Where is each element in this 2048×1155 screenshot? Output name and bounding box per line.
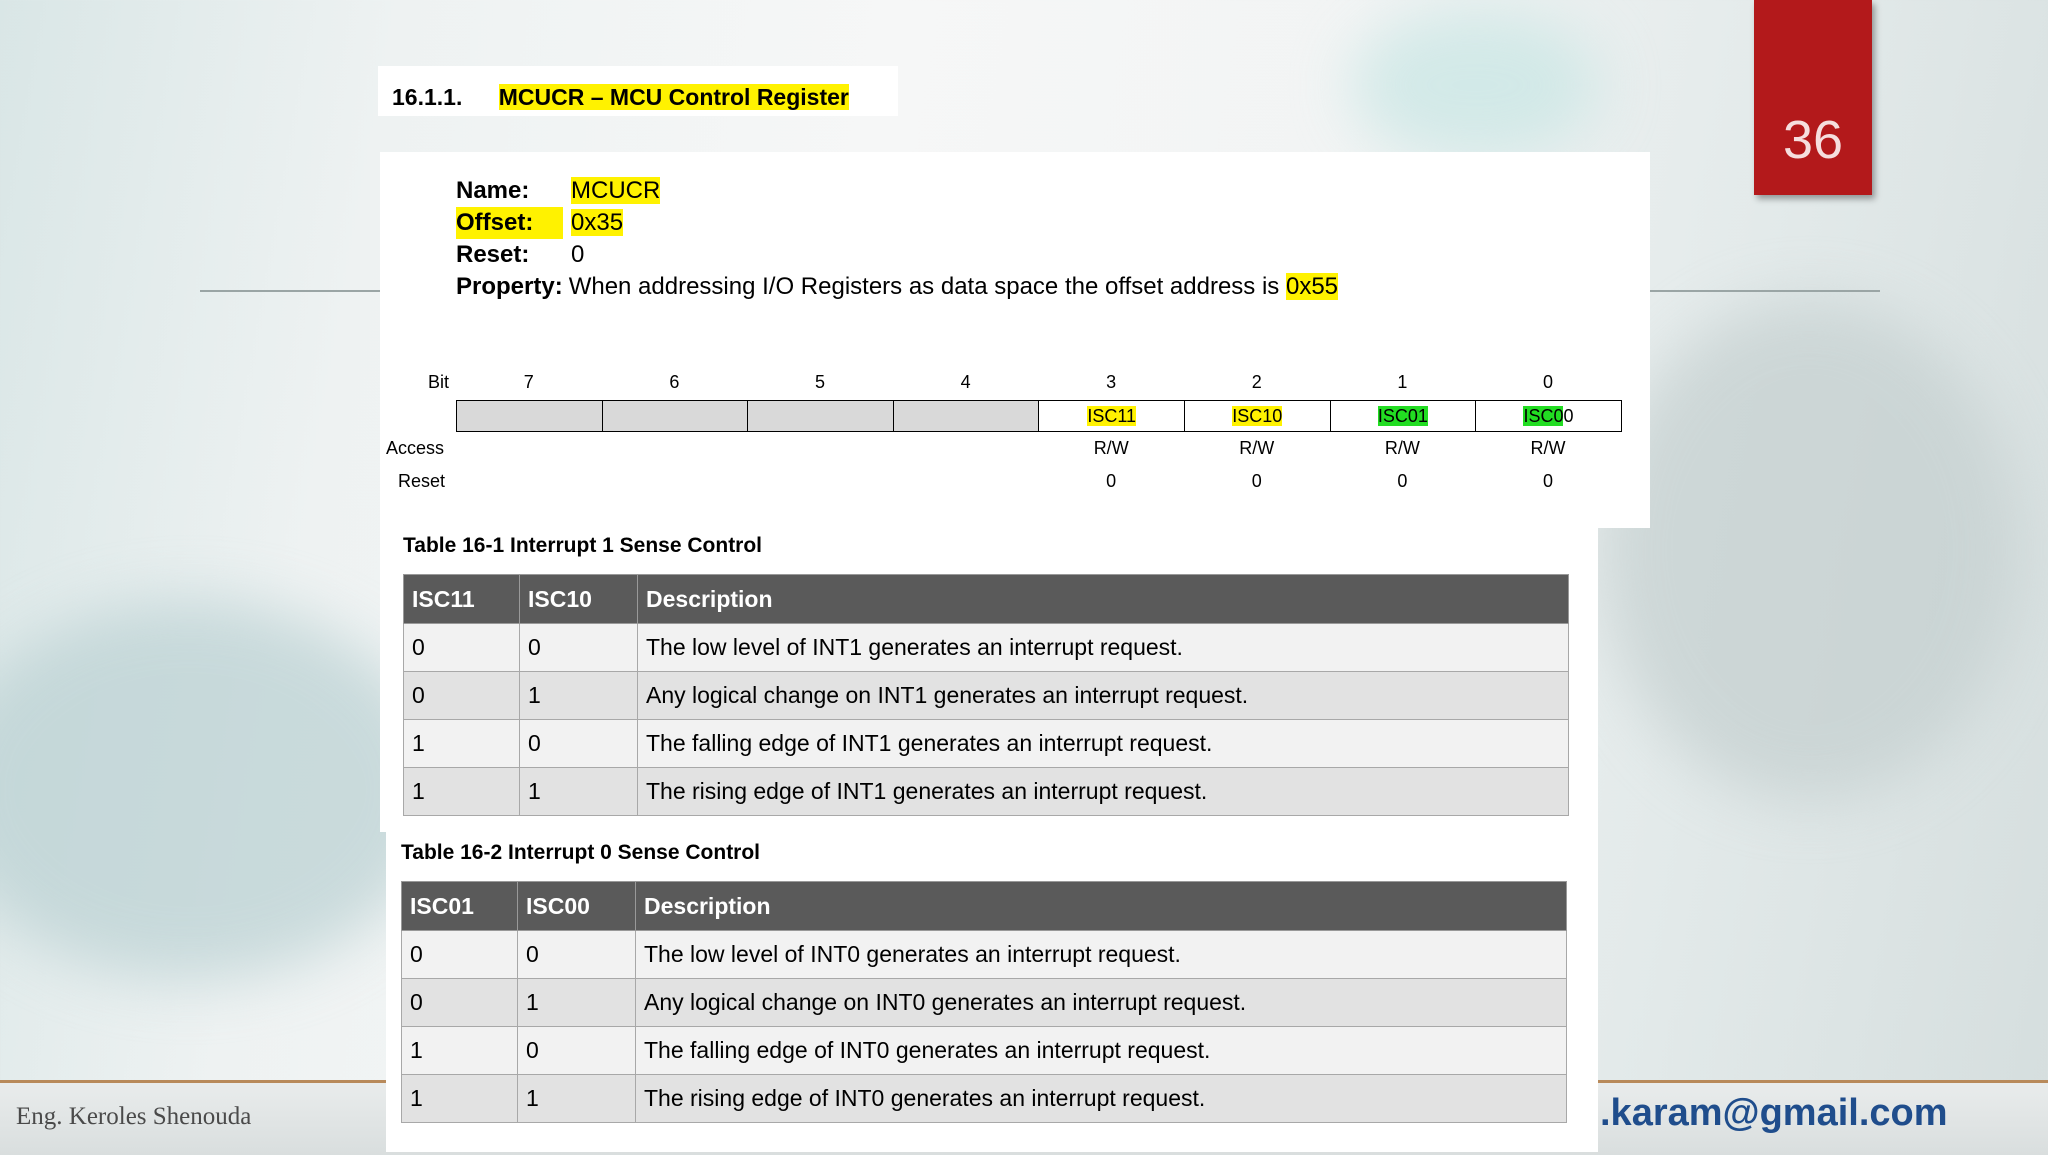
footer-author: Eng. Keroles Shenouda	[16, 1103, 252, 1130]
section-heading	[392, 84, 849, 111]
bit-field-name: ISC11	[1087, 406, 1137, 426]
column-header: ISC10	[520, 575, 638, 624]
background-shape	[1600, 300, 2020, 800]
bit-reset-value: 0	[1397, 471, 1408, 491]
column-header: Description	[638, 575, 1569, 624]
table-cell: 1	[402, 1075, 518, 1123]
access-label: Access	[386, 438, 445, 458]
footer-email: .karam@gmail.com	[1600, 1092, 1948, 1134]
bit-field-cell	[1330, 400, 1477, 432]
table-cell: Any logical change on INT1 generates an interrupt request.	[638, 672, 1569, 720]
bit-label: Bit	[428, 372, 450, 392]
table-cell: Any logical change on INT0 generates an interrupt request.	[636, 979, 1567, 1027]
table-cell: 0	[404, 624, 520, 672]
bit-number: 0	[1542, 372, 1553, 392]
table-cell: 1	[404, 768, 520, 816]
property-label: Property:	[456, 273, 563, 300]
bit-access: R/W	[1384, 438, 1420, 458]
bit-number: 7	[523, 372, 534, 392]
table-row	[402, 979, 1567, 1027]
bit-field-cell	[1184, 400, 1331, 432]
bit-field-cell	[1038, 400, 1185, 432]
register-offset: 0x35	[571, 209, 624, 236]
slide-number: 36	[1754, 0, 1872, 195]
bit-field-cell	[1475, 400, 1622, 432]
bit-reset-value: 0	[1542, 471, 1553, 491]
bit-field-name: ISC0	[1523, 406, 1564, 426]
table-cell: 0	[518, 931, 636, 979]
section-number: 16.1.1.	[392, 84, 463, 110]
bit-reset-value: 0	[1251, 471, 1262, 491]
bit-number: 1	[1397, 372, 1408, 392]
table-cell: 0	[402, 979, 518, 1027]
table-cell: The rising edge of INT0 generates an interrupt request.	[636, 1075, 1567, 1123]
table-cell: 1	[518, 1075, 636, 1123]
property-address: 0x55	[1285, 273, 1339, 300]
bit-access: R/W	[1530, 438, 1566, 458]
table-row	[404, 672, 1569, 720]
bit-field-cell	[602, 400, 749, 432]
register-info	[456, 175, 1338, 303]
table-cell: The rising edge of INT1 generates an interrupt request.	[638, 768, 1569, 816]
table1-caption: Table 16-1 Interrupt 1 Sense Control	[403, 534, 763, 557]
offset-label: Offset:	[456, 207, 563, 239]
bit-field-name: ISC01	[1377, 406, 1428, 426]
table-cell: The low level of INT1 generates an interrupt request.	[638, 624, 1569, 672]
table-row	[404, 624, 1569, 672]
table-cell: The low level of INT0 generates an interrupt request.	[636, 931, 1567, 979]
table2-caption: Table 16-2 Interrupt 0 Sense Control	[401, 841, 761, 864]
table-cell: 1	[402, 1027, 518, 1075]
register-name: MCUCR	[571, 177, 661, 204]
table-row	[404, 720, 1569, 768]
table-cell: 1	[520, 768, 638, 816]
table-row	[402, 931, 1567, 979]
section-title: MCUCR – MCU Control Register	[498, 84, 849, 110]
table-cell: The falling edge of INT0 generates an interrupt request.	[636, 1027, 1567, 1075]
bit-field-suffix: 0	[1563, 406, 1574, 426]
column-header: ISC11	[404, 575, 520, 624]
bit-reset-value: 0	[1106, 471, 1117, 491]
bit-access: R/W	[1239, 438, 1275, 458]
reset-label: Reset:	[456, 241, 530, 268]
register-reset: 0	[571, 241, 585, 268]
bit-field-cell	[747, 400, 894, 432]
bit-number: 2	[1251, 372, 1262, 392]
table-cell: 0	[520, 624, 638, 672]
column-header: Description	[636, 882, 1567, 931]
bit-field-name: ISC10	[1232, 406, 1283, 426]
property-text: When addressing I/O Registers as data space the offset address is	[568, 273, 1286, 300]
bit-number: 6	[669, 372, 680, 392]
table-row	[402, 1027, 1567, 1075]
name-label: Name:	[456, 177, 530, 204]
table-cell: 1	[518, 979, 636, 1027]
bit-number: 4	[960, 372, 971, 392]
table-cell: 1	[520, 672, 638, 720]
table-cell: The falling edge of INT1 generates an interrupt request.	[638, 720, 1569, 768]
bit-access: R/W	[1093, 438, 1129, 458]
interrupt0-sense-table	[401, 881, 1567, 1123]
bit-field-cell	[456, 400, 603, 432]
table-cell: 0	[520, 720, 638, 768]
interrupt1-sense-table	[403, 574, 1569, 816]
table-cell: 0	[518, 1027, 636, 1075]
reset-row-label: Reset	[398, 471, 446, 491]
bit-field-cell	[893, 400, 1040, 432]
bit-number: 5	[814, 372, 825, 392]
background-shape	[0, 600, 440, 980]
column-header: ISC00	[518, 882, 636, 931]
table-row	[404, 768, 1569, 816]
table-cell: 0	[404, 672, 520, 720]
table-row	[402, 1075, 1567, 1123]
background-shape	[1350, 10, 1600, 160]
table-cell: 1	[404, 720, 520, 768]
table-cell: 0	[402, 931, 518, 979]
bit-number: 3	[1106, 372, 1117, 392]
column-header: ISC01	[402, 882, 518, 931]
